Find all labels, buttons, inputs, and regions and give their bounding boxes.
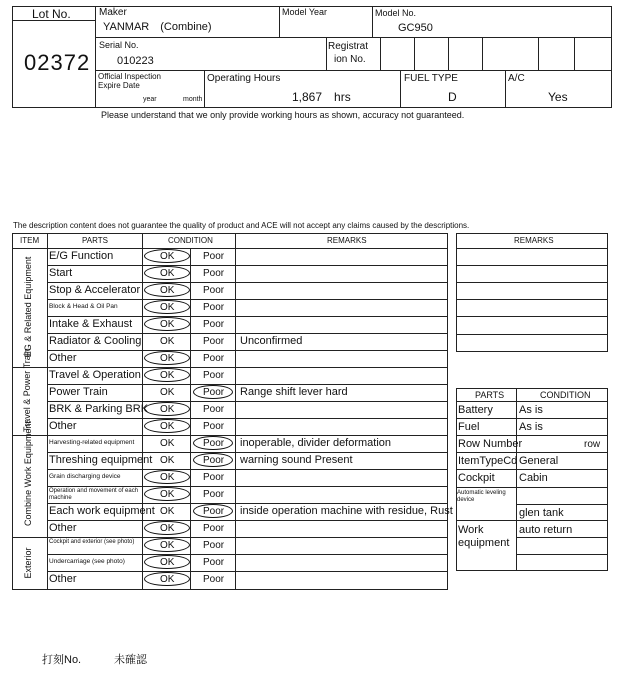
row-divider <box>47 469 448 470</box>
row-divider <box>47 384 448 385</box>
maker-label: Maker <box>99 7 127 18</box>
row-divider <box>47 571 448 572</box>
ok-option: OK <box>160 319 175 330</box>
ok-option: OK <box>160 421 175 432</box>
model-no-label: Model No. <box>375 8 417 18</box>
row-divider <box>47 452 448 453</box>
side-part-cockpit: Cockpit <box>458 472 495 484</box>
ok-circle-mark <box>144 283 190 297</box>
ok-circle-mark <box>144 368 190 382</box>
remark-text: Unconfirmed <box>240 335 303 347</box>
poor-option: Poor <box>203 557 225 568</box>
poor-option: Poor <box>203 353 225 364</box>
poor-option: Poor <box>203 523 225 534</box>
poor-option: Poor <box>203 540 225 551</box>
ok-option: OK <box>160 302 175 313</box>
poor-option: Poor <box>203 421 225 432</box>
ok-circle-mark <box>144 538 190 552</box>
side-part-itemtype: ItemTypeCd <box>458 455 518 467</box>
side-part-battery: Battery <box>458 404 493 416</box>
poor-option: Poor <box>203 370 225 381</box>
part-label: BRK & Parking BRK <box>49 403 149 415</box>
row-divider <box>47 486 448 487</box>
poor-option: Poor <box>203 574 225 585</box>
work-label-1: Work <box>458 524 484 536</box>
part-label: Operation and movement of each machine <box>49 488 139 501</box>
row-divider <box>47 503 448 504</box>
group-eg-related: EG & Related Equipment <box>23 256 34 358</box>
ok-option: OK <box>160 540 175 551</box>
part-label: Other <box>49 573 77 585</box>
serial-label: Serial No. <box>99 40 139 50</box>
part-label: Grain discharging device <box>49 473 121 480</box>
stamp-value: 未確認 <box>114 654 147 666</box>
row-divider <box>47 401 448 402</box>
ok-option: OK <box>160 336 175 347</box>
ok-option: OK <box>160 472 175 483</box>
inspection-label-1: Official Inspection <box>98 72 161 81</box>
month-label: month <box>183 96 203 103</box>
group-travel-power-text: Travel & Power Train <box>22 348 33 432</box>
poor-option: Poor <box>203 268 225 279</box>
row-divider <box>47 520 448 521</box>
poor-option: Poor <box>203 285 225 296</box>
year-label: year <box>143 96 157 103</box>
poor-option: Poor <box>203 455 225 466</box>
row-divider <box>47 316 448 317</box>
work-label-2: equipment <box>458 537 510 549</box>
ok-option: OK <box>160 353 175 364</box>
part-label: Other <box>49 352 77 364</box>
side-condition-header: CONDITION <box>540 390 591 400</box>
fuel-label: FUEL TYPE <box>404 73 458 84</box>
poor-option: Poor <box>203 438 225 449</box>
ok-option: OK <box>160 285 175 296</box>
hours-label: Operating Hours <box>207 73 281 84</box>
ac-label: A/C <box>508 73 525 84</box>
ok-circle-mark <box>144 521 190 535</box>
model-year-label: Model Year <box>282 7 328 17</box>
side-remarks-header: REMARKS <box>514 236 554 245</box>
row-divider <box>47 418 448 419</box>
ok-option: OK <box>160 455 175 466</box>
ok-option: OK <box>160 523 175 534</box>
part-label: Other <box>49 420 77 432</box>
row-divider <box>47 299 448 300</box>
ok-circle-mark <box>144 555 190 569</box>
poor-option: Poor <box>203 506 225 517</box>
item-header: ITEM <box>20 236 40 245</box>
group-combine-work <box>23 421 34 526</box>
row-divider <box>47 265 448 266</box>
ok-circle-mark <box>144 266 190 280</box>
ok-circle-mark <box>144 419 190 433</box>
ok-option: OK <box>160 438 175 449</box>
poor-circle-mark <box>193 504 233 518</box>
part-label: Stop & Accelerator <box>49 284 141 296</box>
poor-option: Poor <box>203 319 225 330</box>
part-label: Each work equipment <box>49 505 155 517</box>
auto-leveling-label: Automatic leveling device <box>457 490 506 504</box>
poor-option: Poor <box>203 387 225 398</box>
maker-value: YANMAR (Combine) <box>103 21 212 33</box>
inspection-label-2: Expire Date <box>98 81 140 90</box>
ok-circle-mark <box>144 249 190 263</box>
ok-circle-mark <box>144 317 190 331</box>
ok-option: OK <box>160 574 175 585</box>
ok-circle-mark <box>144 572 190 586</box>
stamp-label: 打刻No. <box>42 654 82 666</box>
ac-value: Yes <box>548 90 568 104</box>
remark-text: inoperable, divider deformation <box>240 437 392 449</box>
ok-option: OK <box>160 489 175 500</box>
registration-label-1: Registrat <box>328 41 369 52</box>
model-no-value: GC950 <box>398 22 433 34</box>
part-label: Travel & Operation <box>49 369 141 381</box>
part-label: Block & Head & Oil Pan <box>49 303 118 310</box>
work-value-2: auto return <box>519 524 573 536</box>
lot-number: 02372 <box>24 50 91 75</box>
part-label: Other <box>49 522 77 534</box>
condition-header: CONDITION <box>168 236 213 245</box>
part-label: Intake & Exhaust <box>49 318 133 330</box>
side-cond-row-number: row <box>584 439 601 450</box>
side-cond-cockpit: Cabin <box>519 472 548 484</box>
part-label: Cockpit and exterior (see photo) <box>49 539 135 545</box>
fuel-value: D <box>448 90 457 104</box>
side-cond-itemtype: General <box>519 455 559 467</box>
hours-notice: Please understand that we only provide working hours as shown, accuracy not guaranteed. <box>101 110 465 120</box>
ok-option: OK <box>160 268 175 279</box>
side-part-fuel: Fuel <box>458 421 480 433</box>
part-label: Undercarriage (see photo) <box>49 558 125 565</box>
ok-option: OK <box>160 387 175 398</box>
description-notice: The description content does not guarantee the quality of product and ACE will not accept any claims caused by the descriptions. <box>13 221 470 230</box>
row-divider <box>47 350 448 351</box>
ok-circle-mark <box>144 487 190 501</box>
poor-option: Poor <box>203 489 225 500</box>
part-label: Radiator & Cooling <box>49 335 142 347</box>
remark-text: Range shift lever hard <box>240 386 348 398</box>
poor-circle-mark <box>193 453 233 467</box>
ok-option: OK <box>160 557 175 568</box>
remark-text: warning sound Present <box>240 454 353 466</box>
serial-value: 010223 <box>117 55 154 67</box>
work-value-1: glen tank <box>519 507 564 519</box>
row-divider <box>47 554 448 555</box>
poor-circle-mark <box>193 385 233 399</box>
side-cond-battery: As is <box>519 404 543 416</box>
hours-value: 1,867 hrs <box>292 90 351 104</box>
ok-circle-mark <box>144 402 190 416</box>
ok-circle-mark <box>144 300 190 314</box>
ok-circle-mark <box>144 470 190 484</box>
poor-circle-mark <box>193 436 233 450</box>
poor-option: Poor <box>203 302 225 313</box>
registration-label-2: ion No. <box>334 54 366 65</box>
ok-option: OK <box>160 370 175 381</box>
lot-label: Lot No. <box>32 7 71 21</box>
poor-option: Poor <box>203 472 225 483</box>
row-divider <box>47 333 448 334</box>
part-label: Power Train <box>49 386 108 398</box>
group-exterior: Exterior <box>23 547 34 579</box>
poor-option: Poor <box>203 251 225 262</box>
part-label: Start <box>49 267 73 279</box>
ok-option: OK <box>160 251 175 262</box>
poor-option: Poor <box>203 336 225 347</box>
remark-text: inside operation machine with residue, Rust <box>240 505 453 517</box>
parts-header: PARTS <box>82 236 108 245</box>
side-parts-header: PARTS <box>475 390 505 400</box>
poor-option: Poor <box>203 404 225 415</box>
part-label: Threshing equipment <box>49 454 153 466</box>
row-divider <box>47 282 448 283</box>
part-label: Harvesting-related equipment <box>49 439 135 446</box>
group-combine-work-text: Combine Work Equipment <box>23 421 34 526</box>
ok-circle-mark <box>144 351 190 365</box>
part-label: E/G Function <box>49 250 114 262</box>
side-part-row-number: Row Number <box>458 438 523 450</box>
ok-option: OK <box>160 506 175 517</box>
side-cond-fuel: As is <box>519 421 543 433</box>
ok-option: OK <box>160 404 175 415</box>
remarks-header: REMARKS <box>327 236 367 245</box>
